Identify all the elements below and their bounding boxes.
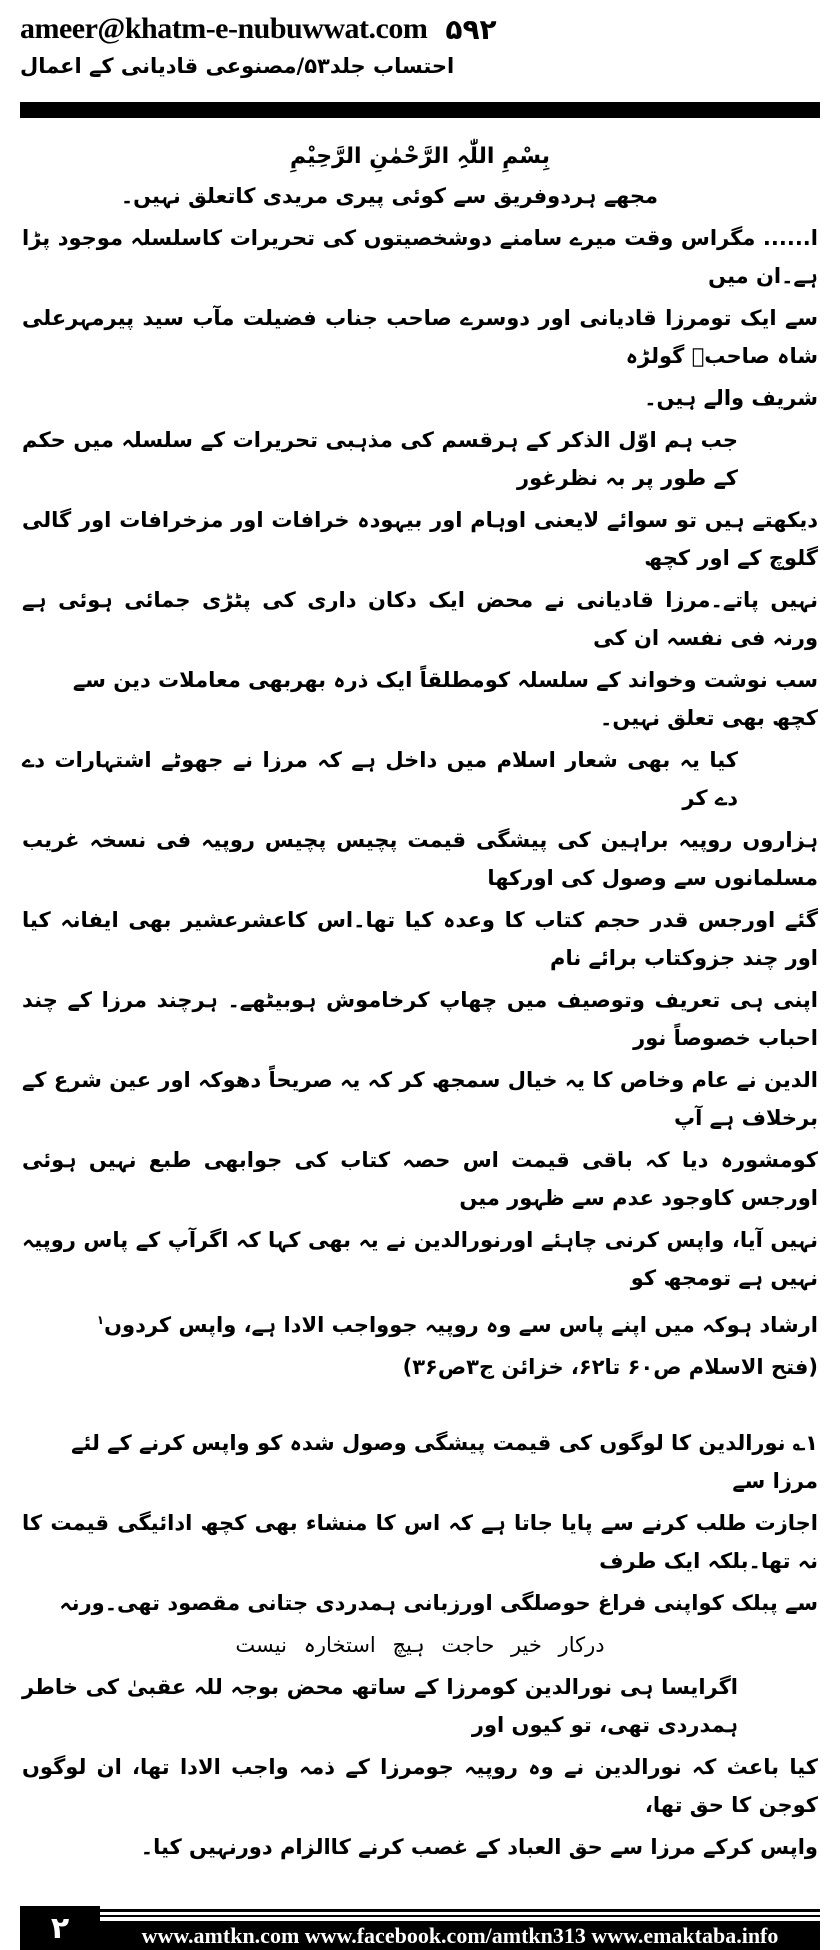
header-email: ameer@khatm-e-nubuwwat.com xyxy=(20,12,428,45)
footer-urls: www.amtkn.com www.facebook.com/amtkn313 www.emaktaba.info xyxy=(100,1921,820,1950)
page-footer xyxy=(20,1906,820,1950)
text-line: کیا یہ بھی شعار اسلام میں داخل ہے کہ مرزا نے جھوٹے اشتہارات دے دے کر xyxy=(22,748,738,810)
text-line: کومشورہ دیا کہ باقی قیمت اس حصہ کتاب کی جوابھی طبع نہیں ہوئی اورجس کاوجود عدم سے ظہور میں xyxy=(22,1148,818,1210)
closing-line: کیا باعث کہ نورالدین نے وہ روپیہ جومرزا کے ذمہ واجب الادا تھا، ان لوگوں کوجن کا حق تھا، xyxy=(22,1755,818,1817)
persian-verse: درکار خیر حاجت ہیچ استخارہ نیست xyxy=(235,1633,605,1657)
text-line: مجھے ہردوفریق سے کوئی پیری مریدی کاتعلق نہیں۔ xyxy=(120,184,658,208)
footnote-line: ۱؎ نورالدین کا لوگوں کی قیمت پیشگی وصول شدہ کو واپس کرنے کے لئے مرزا سے xyxy=(71,1431,818,1493)
footer-right xyxy=(100,1906,820,1950)
footnote-line: اجازت طلب کرنے سے پایا جاتا ہے کہ اس کا منشاء بھی کچھ ادائیگی قیمت کا نہ تھا۔بلکہ ایک طرف xyxy=(22,1511,818,1573)
text-line: سے ایک تومرزا قادیانی اور دوسرے صاحب جناب فضیلت مآب سید پیرمہرعلی شاہ صاحبؒ گولڑہ xyxy=(22,306,818,368)
closing-line: واپس کرکے مرزا سے حق العباد کے غصب کرنے کاالزام دورنہیں کیا۔ xyxy=(140,1835,818,1859)
body-text xyxy=(20,177,820,1386)
text-line: جب ہم اوّل الذکر کے ہرقسم کی مذہبی تحریرات کے سلسلہ میں حکم کے طور پر بہ نظرغور xyxy=(22,428,738,490)
text-line: اپنی ہی تعریف وتوصیف میں چھاپ کرخاموش ہوبیٹھے۔ ہرچند مرزا کے چند احباب خصوصاً نور xyxy=(22,988,818,1050)
bismillah: بِسْمِ اللّٰہِ الرَّحْمٰنِ الرَّحِیْمِ xyxy=(289,144,550,169)
section-spacer xyxy=(20,1390,820,1424)
text-line: شریف والے ہیں۔ xyxy=(644,386,818,410)
footer-rule xyxy=(100,1909,820,1912)
page-header xyxy=(20,0,820,78)
text-line: ا...... مگراس وقت میرے سامنے دوشخصیتوں کی تحریرات کاسلسلہ موجود پڑا ہے۔ان میں xyxy=(22,226,818,288)
text-line: ہزاروں روپیہ براہین کی پیشگی قیمت پچیس پچیس روپیہ فی نسخہ غریب مسلمانوں سے وصول کی اورکھا xyxy=(22,828,818,890)
text-line: گئے اورجس قدر حجم کتاب کا وعدہ کیا تھا۔اس کاعشرعشیر بھی ایفانہ کیا اور چند جزوکتاب برائے نام xyxy=(22,908,818,970)
reference-citation: (فتح الاسلام ص۶۰ تا۶۲، خزائن ج۳ص۳۶) xyxy=(402,1355,818,1379)
text-line: الدین نے عام وخاص کا یہ خیال سمجھ کر کہ یہ صریحاً دھوکہ اور عین شرع کے برخلاف ہے آپ xyxy=(22,1068,818,1130)
text-line: نہیں آیا، واپس کرنی چاہئے اورنورالدین نے یہ بھی کہا کہ اگرآپ کے پاس روپیہ نہیں ہے تومجھ کو xyxy=(22,1228,818,1290)
text-line xyxy=(22,1301,818,1344)
text-line: نہیں پاتے۔مرزا قادیانی نے محض ایک دکان داری کی پٹڑی جمائی ہوئی ہے ورنہ فی نفسہ ان کی xyxy=(22,588,818,650)
header-left-group xyxy=(20,12,497,46)
closing-line: اگرایسا ہی نورالدین کومرزا کے ساتھ محض بوجہ للہ عقبیٰ کی خاطر ہمدردی تھی، تو کیوں اور xyxy=(22,1675,738,1737)
footnote xyxy=(20,1424,820,1866)
volume-part-number: ۲ xyxy=(20,1906,100,1950)
page-number: ۵۹۲ xyxy=(445,12,497,46)
footnote-marker: ۱ xyxy=(96,1313,105,1327)
text-line-content: ارشاد ہوکہ میں اپنے پاس سے وہ روپیہ جوواجب الادا ہے، واپس کردوں xyxy=(104,1313,818,1337)
footnote-line: سے پبلک کواپنی فراغ حوصلگی اورزبانی ہمدردی جتانی مقصود تھی۔ورنہ xyxy=(59,1591,818,1615)
text-line: دیکھتے ہیں تو سوائے لایعنی اوہام اور بیہودہ خرافات اور مزخرافات اور گالی گلوچ کے اور کچھ xyxy=(22,508,818,570)
footer-rule xyxy=(100,1915,820,1917)
book-title: احتساب جلد۵۳/مصنوعی قادیانی کے اعمال xyxy=(20,54,455,78)
header-rule xyxy=(20,102,820,118)
text-line: سب نوشت وخواند کے سلسلہ کومطلقاً ایک ذرہ بھربھی معاملات دین سے کچھ بھی تعلق نہیں۔ xyxy=(72,668,818,730)
